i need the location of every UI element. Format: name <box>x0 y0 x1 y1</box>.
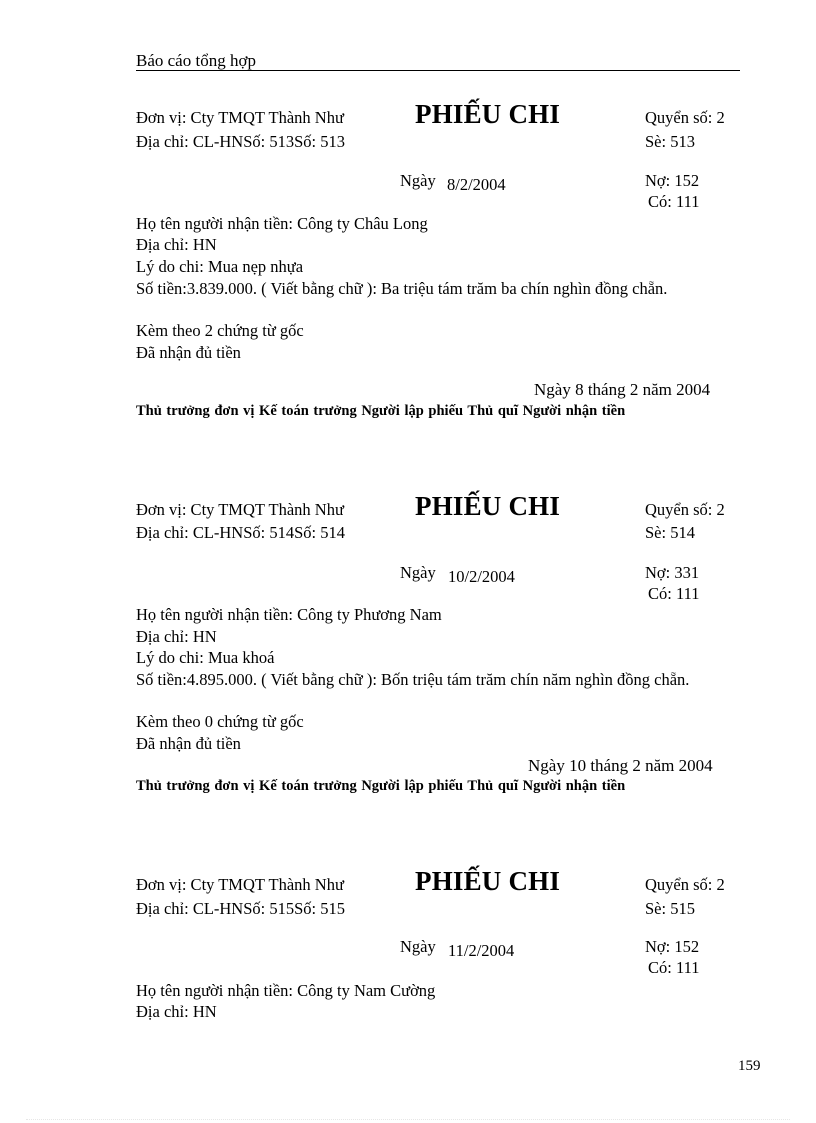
attachments: Kèm theo 2 chứng từ gốc <box>136 321 304 340</box>
payment-amount: Số tiền:4.895.000. ( Viết bằng chữ ): Bốn triệu tám trăm chín năm nghìn đồng chẵn. <box>136 670 690 689</box>
voucher-title: PHIẾU CHI <box>415 99 561 129</box>
voucher-title: PHIẾU CHI <box>415 491 561 521</box>
unit-label: Đơn vị: Cty TMQT Thành Như <box>136 108 344 127</box>
credit-account: Có: 111 <box>648 584 700 603</box>
signature-roles: Thủ trưởng đơn vị Kế toán trưởng Người lập phiếu Thủ quĩ Người nhận tiền <box>136 403 626 419</box>
sign-date: Ngày 10 tháng 2 năm 2004 <box>528 756 713 775</box>
unit-label: Đơn vị: Cty TMQT Thành Như <box>136 875 344 894</box>
payment-amount: Số tiền:3.839.000. ( Viết bằng chữ ): Ba triệu tám trăm ba chín nghìn đồng chẵn. <box>136 279 668 298</box>
date-value: 8/2/2004 <box>447 175 506 194</box>
serial-number: Sè: 513 <box>645 132 695 151</box>
date-label: Ngày <box>400 937 436 956</box>
book-number: Quyển số: 2 <box>645 875 725 894</box>
credit-account: Có: 111 <box>648 192 700 211</box>
debit-account: Nợ: 152 <box>645 937 700 956</box>
page-bottom-border <box>26 1119 790 1120</box>
recipient-address: Địa chỉ: HN <box>136 235 217 254</box>
recipient-name: Họ tên người nhận tiền: Công ty Phương Nam <box>136 605 442 624</box>
payment-reason: Lý do chi: Mua khoá <box>136 648 275 667</box>
attachments: Kèm theo 0 chứng từ gốc <box>136 712 304 731</box>
address-line: Địa chỉ: CL-HNSố: 513Số: 513 <box>136 132 345 151</box>
received-note: Đã nhận đủ tiền <box>136 343 241 362</box>
address-line: Địa chỉ: CL-HNSố: 515Số: 515 <box>136 899 345 918</box>
date-value: 10/2/2004 <box>448 567 515 586</box>
sign-date: Ngày 8 tháng 2 năm 2004 <box>534 380 711 399</box>
recipient-name: Họ tên người nhận tiền: Công ty Châu Long <box>136 214 428 233</box>
recipient-name: Họ tên người nhận tiền: Công ty Nam Cường <box>136 981 436 1000</box>
book-number: Quyển số: 2 <box>645 500 725 519</box>
address-line: Địa chỉ: CL-HNSố: 514Số: 514 <box>136 523 345 542</box>
recipient-address: Địa chỉ: HN <box>136 1002 217 1021</box>
header-divider <box>136 70 740 71</box>
credit-account: Có: 111 <box>648 958 700 977</box>
serial-number: Sè: 514 <box>645 523 695 542</box>
payment-reason: Lý do chi: Mua nẹp nhựa <box>136 257 304 276</box>
debit-account: Nợ: 152 <box>645 171 700 190</box>
debit-account: Nợ: 331 <box>645 563 700 582</box>
voucher-title: PHIẾU CHI <box>415 866 561 896</box>
page-number: 159 <box>738 1058 761 1074</box>
date-label: Ngày <box>400 171 436 190</box>
serial-number: Sè: 515 <box>645 899 695 918</box>
book-number: Quyển số: 2 <box>645 108 725 127</box>
recipient-address: Địa chỉ: HN <box>136 627 217 646</box>
date-label: Ngày <box>400 563 436 582</box>
signature-roles: Thủ trưởng đơn vị Kế toán trưởng Người lập phiếu Thủ quĩ Người nhận tiền <box>136 778 626 794</box>
date-value: 11/2/2004 <box>448 941 515 960</box>
unit-label: Đơn vị: Cty TMQT Thành Như <box>136 500 344 519</box>
received-note: Đã nhận đủ tiền <box>136 734 241 753</box>
document-header-title: Báo cáo tổng hợp <box>136 51 256 70</box>
